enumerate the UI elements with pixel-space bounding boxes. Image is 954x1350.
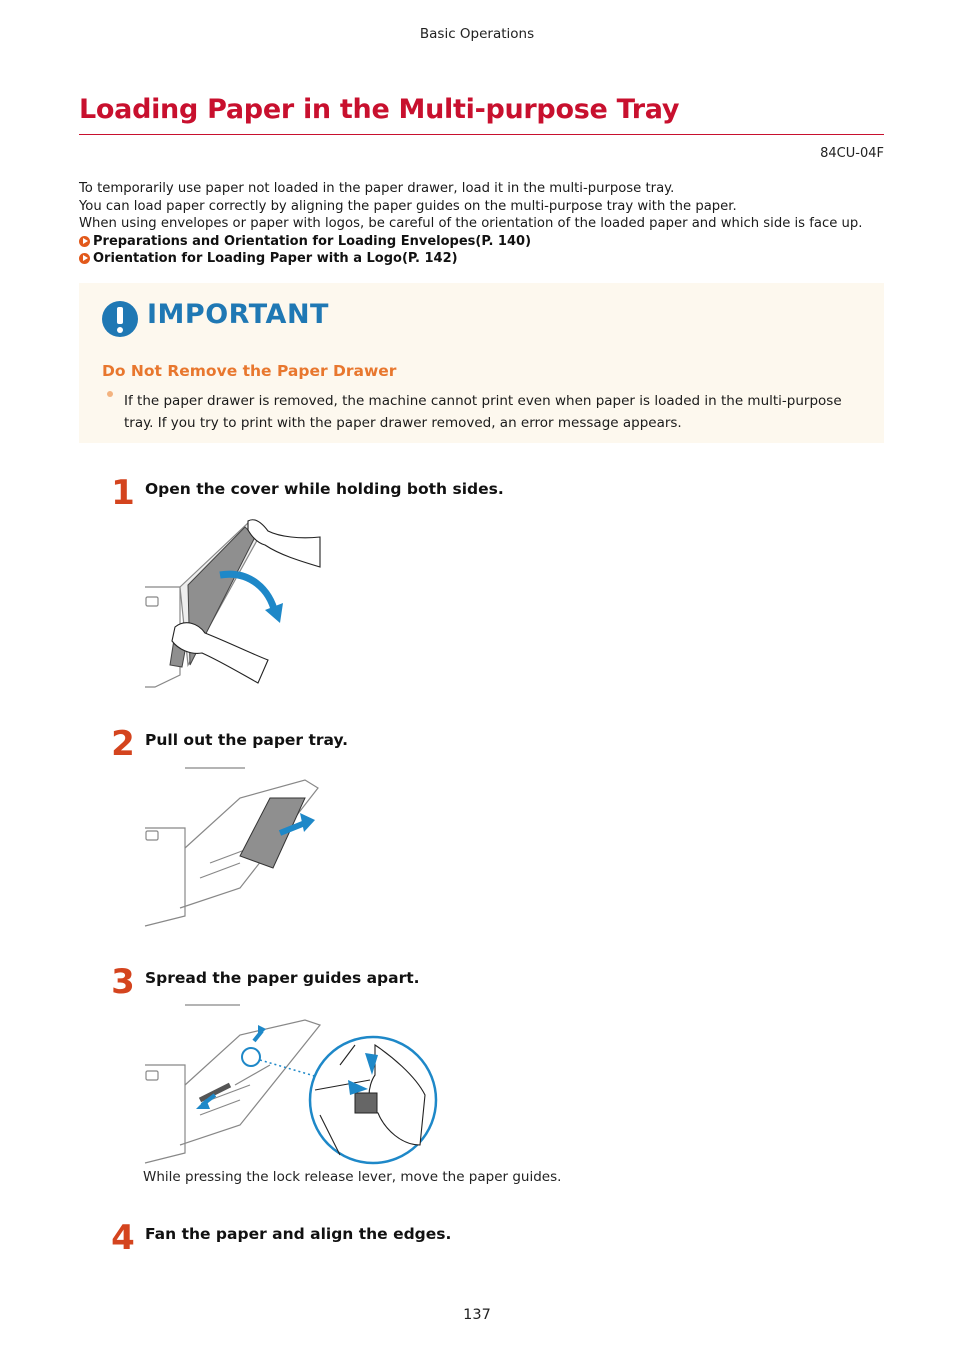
running-header: Basic Operations: [419, 26, 535, 42]
intro-line: To temporarily use paper not loaded in the paper drawer, load it in the multi-purpose tray.: [79, 181, 675, 196]
bullet-icon: [107, 391, 113, 397]
important-heading: Do Not Remove the Paper Drawer: [102, 362, 397, 380]
important-label: IMPORTANT: [147, 299, 329, 330]
step-text: Fan the paper and align the edges.: [145, 1225, 452, 1243]
open-cover-illustration: [140, 515, 330, 695]
link-label: Preparations and Orientation for Loading Envelopes(P. 140): [93, 233, 532, 249]
important-box: [79, 283, 884, 443]
step-number: 3: [111, 962, 135, 1002]
intro-section: [79, 180, 889, 267]
step-number: 4: [111, 1218, 135, 1258]
title-divider: [79, 134, 884, 135]
intro-line: When using envelopes or paper with logos, be careful of the orientation of the loaded paper and which side is face up.: [79, 216, 863, 231]
link-logo-paper[interactable]: [79, 250, 889, 267]
link-arrow-icon: [79, 253, 90, 264]
link-arrow-icon: [79, 236, 90, 247]
exclamation-icon: [102, 301, 138, 337]
step-text: Open the cover while holding both sides.: [145, 480, 504, 498]
step-caption: While pressing the lock release lever, move the paper guides.: [143, 1169, 562, 1185]
link-envelopes[interactable]: [79, 233, 889, 250]
page-number: 137: [463, 1307, 491, 1323]
document-id: 84CU-04F: [820, 146, 884, 161]
pull-tray-illustration: [140, 768, 330, 933]
intro-line: You can load paper correctly by aligning the paper guides on the multi-purpose tray with the paper.: [79, 198, 737, 214]
link-label: Orientation for Loading Paper with a Logo(P. 142): [93, 250, 458, 266]
important-text: If the paper drawer is removed, the machine cannot print even when paper is loaded in the multi-purpose tray. If you try to print with the paper drawer removed, an error message appears.: [124, 393, 842, 431]
step-number: 2: [111, 724, 135, 764]
step-text: Spread the paper guides apart.: [145, 969, 420, 987]
step-text: Pull out the paper tray.: [145, 731, 349, 749]
spread-guides-illustration: [140, 1005, 440, 1170]
page-title: Loading Paper in the Multi-purpose Tray: [79, 94, 680, 125]
step-number: 1: [111, 473, 135, 513]
